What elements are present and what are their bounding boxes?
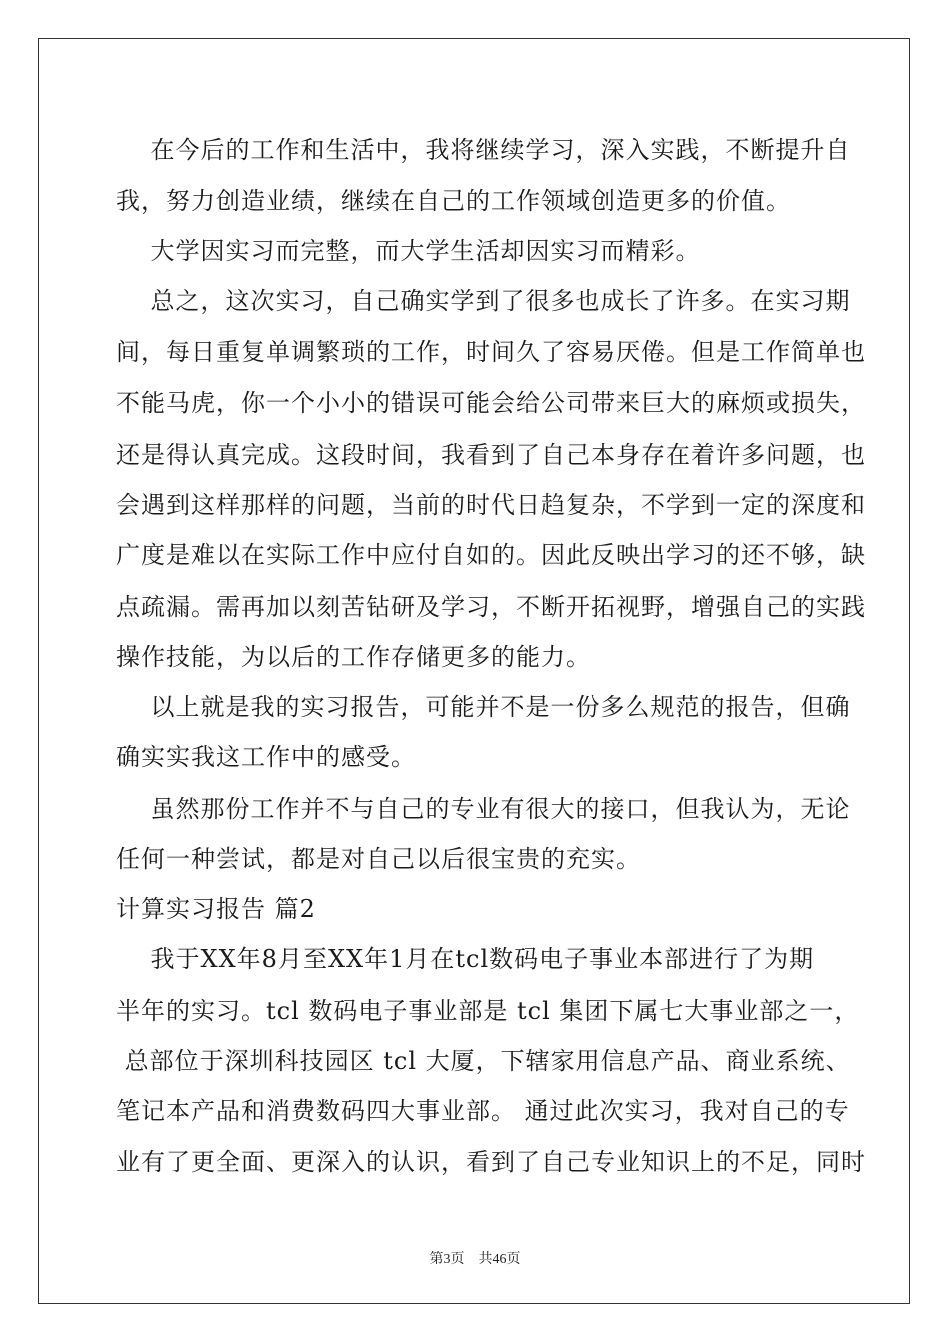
text-line: 广度是难以在实际工作中应付自如的。因此反映出学习的还不够，缺 xyxy=(116,541,866,569)
text-line: 操作技能，为以后的工作存储更多的能力。 xyxy=(116,643,591,671)
text-line: 会遇到这样那样的问题，当前的时代日趋复杂，不学到一定的深度和 xyxy=(116,491,866,519)
page-footer xyxy=(0,1248,950,1268)
section-heading: 计算实习报告 篇2 xyxy=(116,895,316,923)
text-line: 点疏漏。需再加以刻苦钻研及学习，不断开拓视野，增强自己的实践 xyxy=(116,593,866,621)
text-line: 不能马虎，你一个小小的错误可能会给公司带来巨大的麻烦或损失， xyxy=(116,389,866,417)
text-line: 间，每日重复单调繁琐的工作，时间久了容易厌倦。但是工作简单也 xyxy=(116,338,866,366)
text-line: 大学因实习而完整，而大学生活却因实习而精彩。 xyxy=(116,237,701,265)
text-line: 总之，这次实习，自己确实学到了很多也成长了许多。在实习期 xyxy=(116,287,851,315)
text-line: 业有了更全面、更深入的认识，看到了自己专业知识上的不足，同时 xyxy=(116,1148,866,1176)
text-line: 我于XX年8月至XX年1月在tcl数码电子事业本部进行了为期 xyxy=(116,945,815,973)
text-line: 以上就是我的实习报告，可能并不是一份多么规范的报告，但确 xyxy=(116,693,851,721)
page-total: 共46页 xyxy=(478,1252,521,1267)
text-line: 笔记本产品和消费数码四大事业部。 通过此次实习，我对自己的专 xyxy=(116,1097,850,1125)
text-line: 在今后的工作和生活中，我将继续学习，深入实践，不断提升自 xyxy=(116,136,851,164)
text-line: 半年的实习。tcl 数码电子事业部是 tcl 集团下属七大事业部之一， xyxy=(116,997,860,1025)
text-line: 确实实我这工作中的感受。 xyxy=(116,743,416,771)
page-number: 第3页 xyxy=(429,1252,465,1267)
text-line: 我，努力创造业绩，继续在自己的工作领域创造更多的价值。 xyxy=(116,187,791,215)
text-line: 还是得认真完成。这段时间，我看到了自己本身存在着许多问题，也 xyxy=(116,441,866,469)
text-line: 任何一种尝试，都是对自己以后很宝贵的充实。 xyxy=(116,845,641,873)
text-line: 虽然那份工作并不与自己的专业有很大的接口，但我认为，无论 xyxy=(116,795,851,823)
text-line: 总部位于深圳科技园区 tcl 大厦，下辖家用信息产品、商业系统、 xyxy=(116,1047,851,1075)
